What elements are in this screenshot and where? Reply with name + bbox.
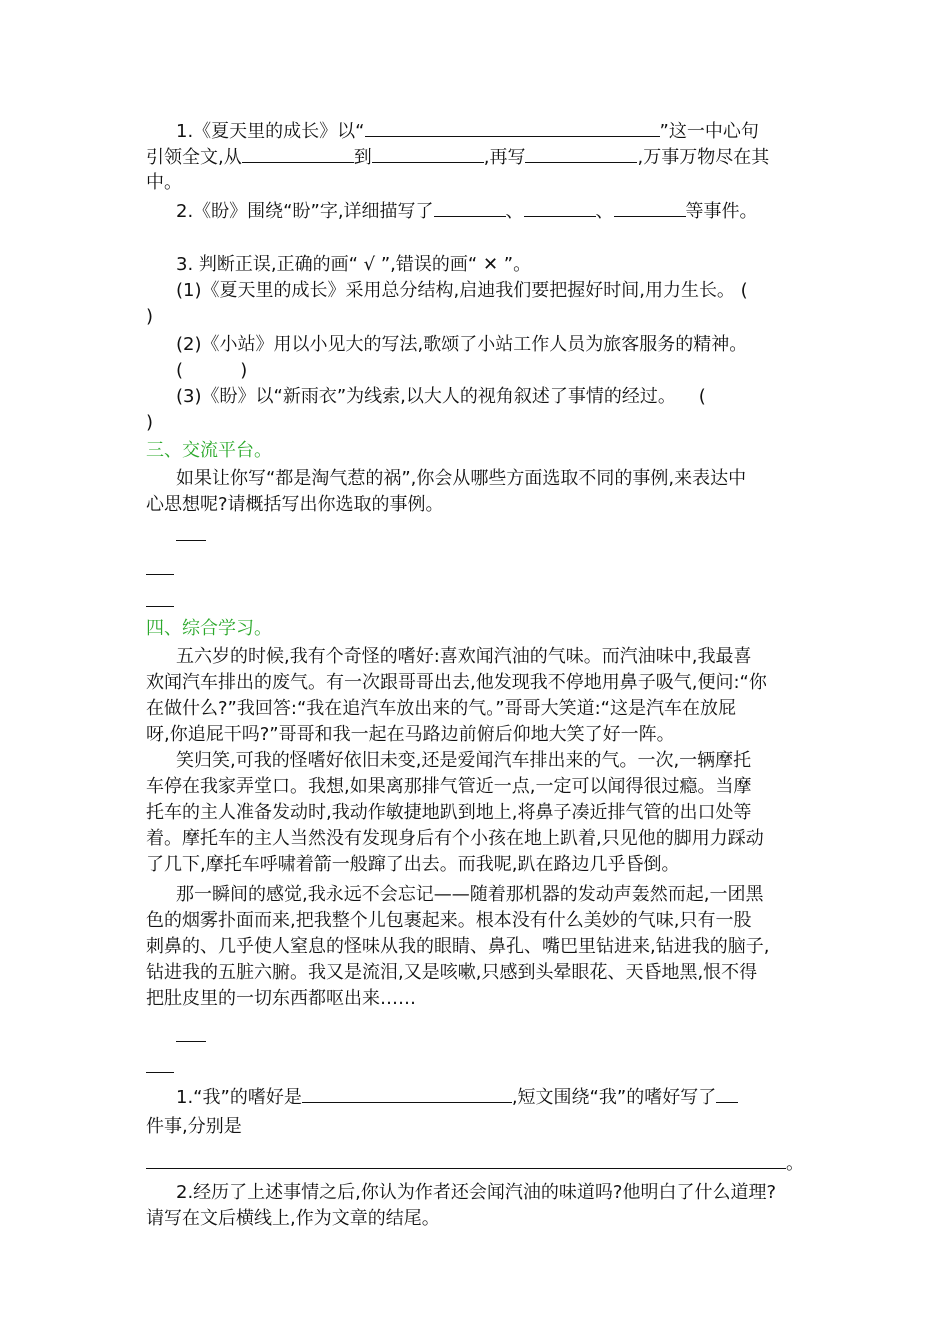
passage-line: 托车的主人准备发动时,我动作敏捷地趴到地上,将鼻子凑近排气管的出口处等 — [146, 802, 752, 823]
q1-line3: 中。 — [146, 172, 182, 193]
answer-blank[interactable] — [302, 1084, 512, 1103]
judge-item-2-bracket[interactable]: ( ) — [176, 360, 248, 381]
s4-q1-line1 — [176, 1084, 738, 1111]
section-3-prompt-line1: 如果让你写“都是淘气惹的祸”,你会从哪些方面选取不同的事例,来表达中 — [176, 468, 747, 489]
section-4-heading: 四、综合学习。 — [146, 618, 272, 639]
s4-q2-line1: 2.经历了上述事情之后,你认为作者还会闻汽油的味道吗?他明白了什么道理? — [176, 1182, 776, 1203]
judge-item-1-bracket-end[interactable]: ) — [146, 306, 154, 327]
judge-item-3-bracket-end[interactable]: ) — [146, 412, 154, 433]
passage-line: 了几下,摩托车呼啸着箭一般蹿了出去。而我呢,趴在路边几乎昏倒。 — [146, 854, 680, 875]
section-3-prompt-line2: 心思想呢?请概括写出你选取的事例。 — [146, 494, 444, 515]
q1-text-end: ”这一中心句 — [659, 121, 759, 142]
answer-blank[interactable] — [716, 1084, 738, 1103]
answer-blank[interactable] — [434, 198, 506, 217]
q2-text: 2.《盼》围绕“盼”字,详细描写了 — [176, 201, 434, 222]
passage-line: 车停在我家弄堂口。我想,如果离那排气管近一点,一定可以闻得很过瘾。当摩 — [146, 776, 752, 797]
answer-blank[interactable] — [524, 198, 596, 217]
separator: 、 — [595, 201, 614, 222]
q1-text: 1.《夏天里的成长》以“ — [176, 121, 365, 142]
s4-q1-line3 — [146, 1150, 804, 1177]
answer-line[interactable] — [176, 1041, 206, 1042]
answer-blank[interactable] — [372, 144, 484, 163]
q2-line — [176, 198, 758, 225]
passage-line: 钻进我的五脏六腑。我又是流泪,又是咳嗽,只感到头晕眼花、天昏地黑,恨不得 — [146, 962, 758, 983]
s4-q1-text: 1.“我”的嗜好是 — [176, 1087, 302, 1108]
passage-line: 那一瞬间的感觉,我永远不会忘记——随着那机器的发动声轰然而起,一团黑 — [176, 884, 764, 905]
answer-line[interactable] — [146, 606, 174, 607]
s4-q1-text: ,短文围绕“我”的嗜好写了 — [511, 1087, 717, 1108]
judge-item-1: (1)《夏天里的成长》采用总分结构,启迪我们要把握好时间,用力生长。 ( — [176, 280, 748, 301]
passage-line: 欢闻汽车排出的废气。有一次跟哥哥出去,他发现我不停地用鼻子吸气,便问:“你 — [146, 672, 767, 693]
section-3-heading: 三、交流平台。 — [146, 440, 272, 461]
passage-line: 色的烟雾扑面而来,把我整个儿包裹起来。根本没有什么美妙的气味,只有一股 — [146, 910, 752, 931]
passage-line: 着。摩托车的主人当然没有发现身后有个小孩在地上趴着,只见他的脚用力踩动 — [146, 828, 764, 849]
answer-line[interactable] — [146, 574, 174, 575]
q2-text-end: 等事件。 — [685, 201, 758, 222]
judge-item-3: (3)《盼》以“新雨衣”为线索,以大人的视角叙述了事情的经过。 ( — [176, 386, 706, 407]
s4-q1-line2: 件事,分别是 — [146, 1116, 242, 1137]
judge-item-2: (2)《小站》用以小见大的写法,歌颂了小站工作人员为旅客服务的精神。 — [176, 334, 748, 355]
q1-text: 到 — [353, 147, 372, 168]
passage-line: 五六岁的时候,我有个奇怪的嗜好:喜欢闻汽油的气味。而汽油味中,我最喜 — [176, 646, 752, 667]
answer-line[interactable] — [146, 1072, 174, 1073]
q1-text: ,再写 — [483, 147, 526, 168]
q1-line1 — [176, 118, 759, 145]
answer-blank[interactable] — [614, 198, 686, 217]
q1-text: ,万事万物尽在其 — [637, 147, 770, 168]
passage-line: 把肚皮里的一切东西都呕出来…… — [146, 988, 416, 1009]
separator: 、 — [505, 201, 524, 222]
passage-line: 笑归笑,可我的怪嗜好依旧未变,还是爱闻汽车排出来的气。一次,一辆摩托 — [176, 750, 752, 771]
answer-line[interactable] — [176, 540, 206, 541]
answer-blank[interactable] — [365, 118, 660, 137]
passage-line: 在做什么?”我回答:“我在追汽车放出来的气。”哥哥大笑道:“这是汽车在放屁 — [146, 698, 736, 719]
q3-title: 3. 判断正误,正确的画“ √ ”,错误的画“ ✕ ”。 — [176, 254, 532, 275]
s4-q1-end: 。 — [786, 1153, 804, 1174]
passage-line: 呀,你追屁干吗?”哥哥和我一起在马路边前俯后仰地大笑了好一阵。 — [146, 724, 675, 745]
passage-line: 刺鼻的、几乎使人窒息的怪味从我的眼睛、鼻孔、嘴巴里钻进来,钻进我的脑子, — [146, 936, 770, 957]
answer-blank[interactable] — [146, 1150, 786, 1169]
q1-line2 — [146, 144, 769, 171]
answer-blank[interactable] — [242, 144, 354, 163]
q1-text: 引领全文,从 — [146, 147, 242, 168]
s4-q2-line2: 请写在文后横线上,作为文章的结尾。 — [146, 1208, 440, 1229]
answer-blank[interactable] — [525, 144, 637, 163]
